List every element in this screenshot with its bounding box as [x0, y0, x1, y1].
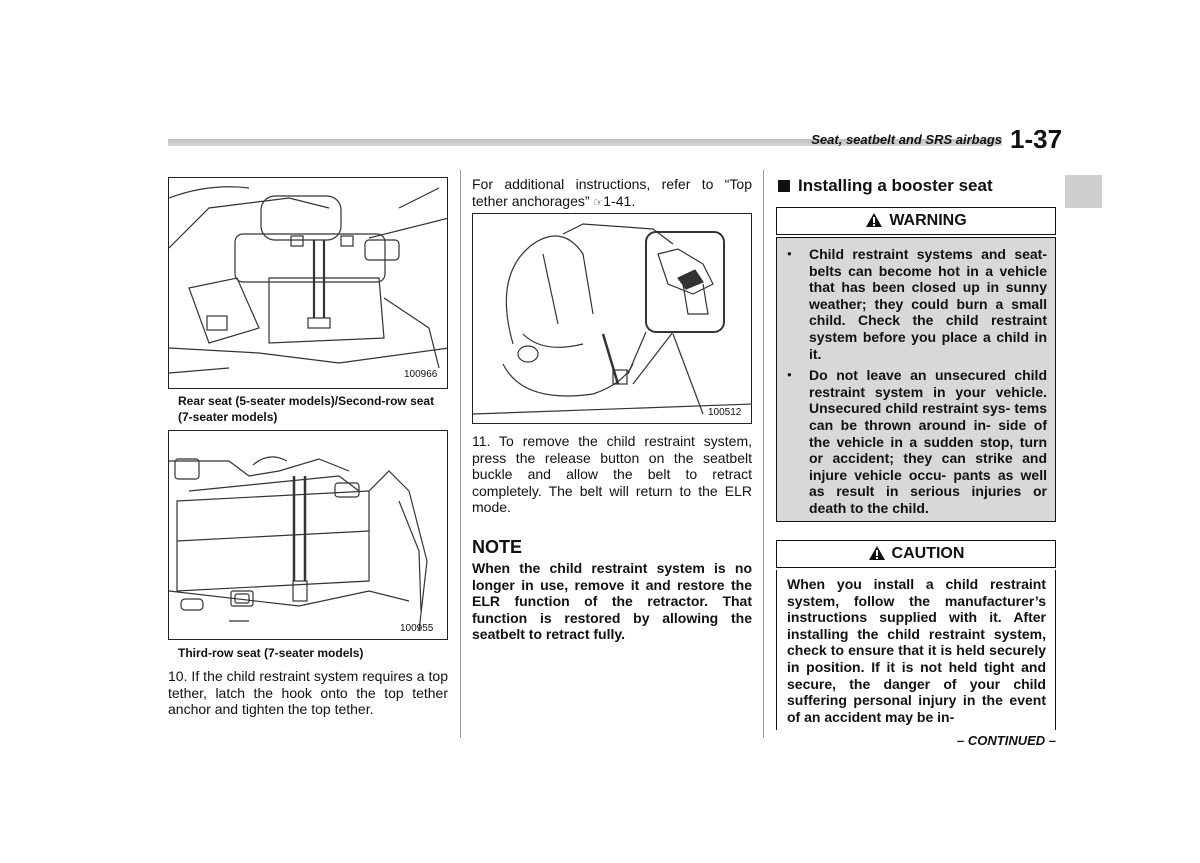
intro-reference-text [472, 176, 752, 211]
caution-label: CAUTION [891, 545, 965, 562]
figure-caption: Third-row seat (7-seater models) [178, 646, 364, 660]
caution-text: When you install a child restraint system, follow the manufacturer’s instructions supplied with it. After installing the child restraint system, check to ensure that it is held securely in position. If it is not held tight and secure, the danger of your child suffering personal injury in the event of an accident may be in- [787, 576, 1046, 725]
figure-child-seat-buckle [472, 213, 752, 424]
figure-third-row-seat [168, 430, 448, 640]
intro-text: For additional instructions, refer to “Top tether anchorages” [472, 176, 752, 209]
figure-code: 100955 [400, 623, 434, 634]
warning-header [776, 207, 1056, 235]
caution-header [776, 540, 1056, 568]
figure-caption: Rear seat (5-seater models)/Second-row seat (7-seater models) [178, 394, 435, 424]
book-reference-icon: ☞ [593, 196, 604, 209]
warning-label: WARNING [889, 212, 967, 229]
warning-triangle-icon [865, 212, 883, 228]
warning-item-text: Child restraint systems and seat- belts can become hot in a vehicle that has been closed up in sunny weather; they could burn a small child. Check the child restraint system before you place a child in it. [809, 246, 1047, 362]
bullet-icon: ● [787, 370, 792, 380]
column-divider-left [460, 170, 461, 738]
figure-rear-seat-tether [168, 177, 448, 389]
chapter-edge-tab [1065, 175, 1102, 208]
continued-label: – CONTINUED – [957, 733, 1056, 748]
caution-box [776, 570, 1056, 730]
column-divider-right [763, 170, 764, 738]
caution-triangle-icon [868, 545, 886, 561]
note-text: When the child restraint system is no longer in use, remove it and restore the ELR function of the retractor. That function is restored by allowing the seatbelt to retract fully. [472, 560, 752, 642]
warning-item-text: Do not leave an unsecured child restraint system in your vehicle. Unsecured child restraint sys- tems can be thrown around in- side of the vehicle in a sudden stop, turn or accident; they can strike and injure vehicle occu- pants as well as result in serious injuries or death to the child. [809, 367, 1047, 516]
page-number: 1-37 [1010, 124, 1063, 154]
running-header-title: Seat, seatbelt and SRS airbags [811, 132, 1002, 147]
step-10-text: 10. If the child restraint system requires a top tether, latch the hook onto the top tether anchor and tighten the top tether. [168, 668, 448, 717]
section-heading [778, 176, 993, 196]
warning-box [776, 237, 1056, 522]
section-heading-text: Installing a booster seat [798, 176, 993, 195]
warning-item [787, 246, 1047, 362]
note-heading: NOTE [472, 537, 523, 557]
reference-page: 1-41. [603, 192, 636, 209]
square-bullet-icon [778, 180, 790, 192]
bullet-icon: ● [787, 249, 792, 258]
figure-code: 100966 [404, 369, 438, 380]
step-11-text: 11. To remove the child restraint system, press the release button on the seatbelt buckle and allow the belt to retract completely. The belt will return to the ELR mode. [472, 433, 752, 515]
warning-item [787, 367, 1047, 516]
figure-code: 100512 [708, 407, 742, 418]
